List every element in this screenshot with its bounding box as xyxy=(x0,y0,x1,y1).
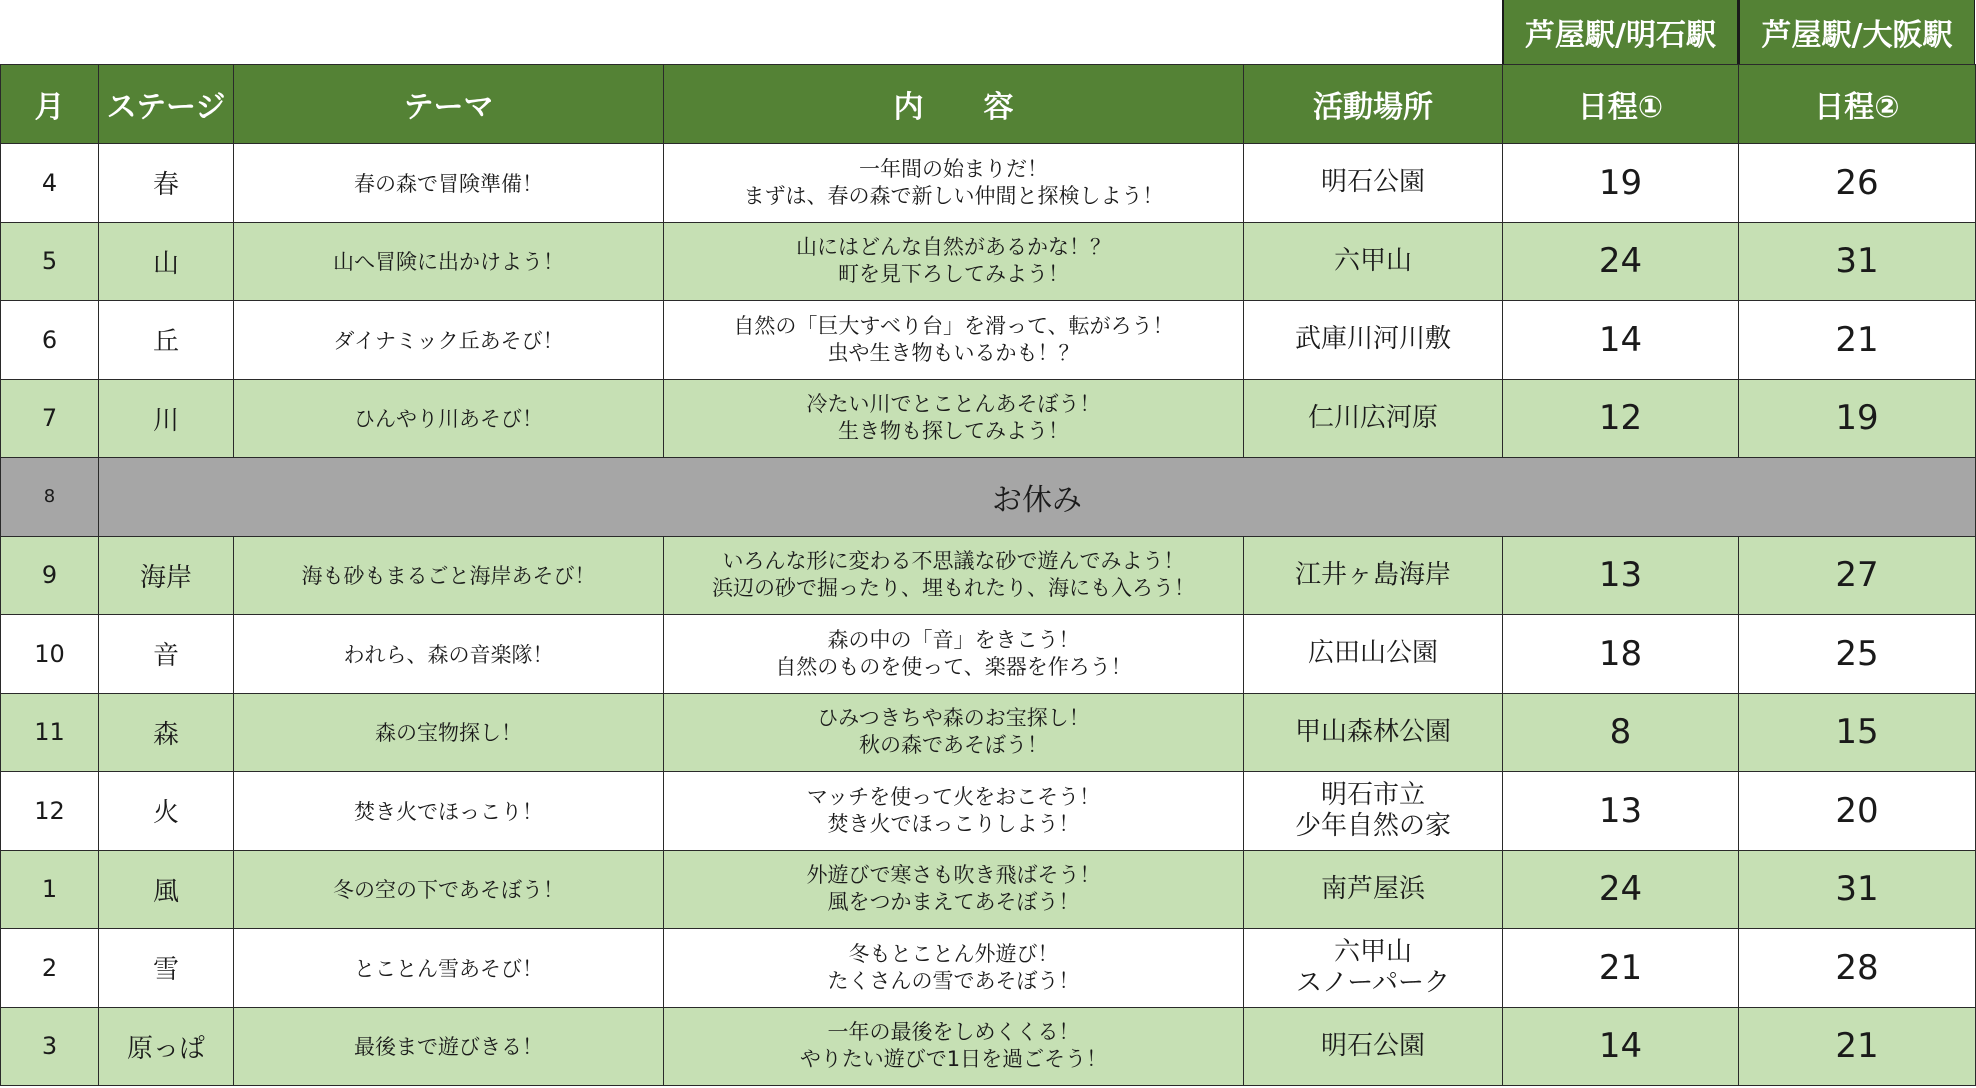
header-stage: ステージ xyxy=(99,65,234,144)
schedule-1-cell: 19 xyxy=(1503,144,1739,223)
table-row xyxy=(1,1007,1976,1086)
stage-cell: 音 xyxy=(99,615,234,694)
theme-cell: われら、森の音楽隊！ xyxy=(234,615,664,694)
header-row xyxy=(1,65,1976,144)
place-line: 明石公園 xyxy=(1320,167,1425,198)
theme-cell: 海も砂もまるごと海岸あそび！ xyxy=(234,536,664,615)
stage-cell: 川 xyxy=(99,379,234,458)
schedule-1-cell: 18 xyxy=(1503,615,1739,694)
table-row xyxy=(1,144,1976,223)
month-cell: 7 xyxy=(1,379,99,458)
content-cell xyxy=(664,144,1244,223)
theme-cell: とことん雪あそび！ xyxy=(234,929,664,1008)
schedule-1-cell: 21 xyxy=(1503,929,1739,1008)
month-cell: 9 xyxy=(1,536,99,615)
place-line: 南芦屋浜 xyxy=(1320,873,1425,904)
content-line: 森の中の「音」をきこう！ xyxy=(827,627,1080,652)
table-row xyxy=(1,772,1976,851)
table-row xyxy=(1,301,1976,380)
content-cell xyxy=(664,772,1244,851)
schedule-table xyxy=(0,64,1976,1086)
month-cell: 10 xyxy=(1,615,99,694)
content-line: 山にはどんな自然があるかな！？ xyxy=(796,235,1111,260)
stage-cell: 火 xyxy=(99,772,234,851)
break-row xyxy=(1,458,1976,537)
month-cell: 3 xyxy=(1,1007,99,1086)
header-content: 内 容 xyxy=(664,65,1244,144)
content-line: ひみつきちや森のお宝探し！ xyxy=(817,706,1090,731)
schedule-2-cell: 31 xyxy=(1739,850,1976,929)
content-line: 浜辺の砂で掘ったり、埋もれたり、海にも入ろう！ xyxy=(712,576,1195,601)
content-line: 虫や生き物もいるかも！？ xyxy=(827,340,1080,365)
content-line: 外遊びで寒さも吹き飛ばそう！ xyxy=(806,863,1101,888)
place-cell xyxy=(1244,144,1503,223)
schedule-2-cell: 21 xyxy=(1739,1007,1976,1086)
place-line: 六甲山 xyxy=(1333,245,1412,276)
schedule-1-cell: 14 xyxy=(1503,1007,1739,1086)
station-header-row xyxy=(1502,0,1975,64)
content-line: 自然の「巨大すべり台」を滑って、転がろう！ xyxy=(733,313,1174,338)
content-cell xyxy=(664,222,1244,301)
content-cell xyxy=(664,1007,1244,1086)
place-cell xyxy=(1244,850,1503,929)
content-line: 自然のものを使って、楽器を作ろう！ xyxy=(775,654,1132,679)
month-cell: 6 xyxy=(1,301,99,380)
theme-cell: ひんやり川あそび！ xyxy=(234,379,664,458)
content-cell xyxy=(664,693,1244,772)
place-line: 仁川広河原 xyxy=(1307,402,1438,433)
content-line: やりたい遊びで1日を過ごそう！ xyxy=(799,1047,1108,1072)
content-line: 冷たい川でとことんあそぼう！ xyxy=(806,392,1101,417)
header-theme: テーマ xyxy=(234,65,664,144)
stage-cell: 風 xyxy=(99,850,234,929)
place-line: 少年自然の家 xyxy=(1294,810,1451,841)
place-cell xyxy=(1244,1007,1503,1086)
schedule-1-cell: 13 xyxy=(1503,536,1739,615)
schedule-2-cell: 26 xyxy=(1739,144,1976,223)
theme-cell: 山へ冒険に出かけよう！ xyxy=(234,222,664,301)
table-row xyxy=(1,693,1976,772)
station-header-1: 芦屋駅/明石駅 xyxy=(1502,0,1738,64)
stage-cell: 原っぱ xyxy=(99,1007,234,1086)
content-line: いろんな形に変わる不思議な砂で遊んでみよう！ xyxy=(722,549,1185,574)
schedule-2-cell: 28 xyxy=(1739,929,1976,1008)
table-row xyxy=(1,536,1976,615)
place-line: 広田山公園 xyxy=(1307,638,1438,669)
content-line: 冬もとことん外遊び！ xyxy=(848,941,1059,966)
schedule-2-cell: 20 xyxy=(1739,772,1976,851)
table-row xyxy=(1,222,1976,301)
table-body xyxy=(1,144,1976,1086)
place-cell xyxy=(1244,536,1503,615)
theme-cell: 春の森で冒険準備！ xyxy=(234,144,664,223)
place-line: 江井ヶ島海岸 xyxy=(1294,559,1451,590)
content-line: 一年間の始まりだ！ xyxy=(859,156,1048,181)
theme-cell: ダイナミック丘あそび！ xyxy=(234,301,664,380)
schedule-1-cell: 24 xyxy=(1503,850,1739,929)
table-row xyxy=(1,615,1976,694)
schedule-2-cell: 21 xyxy=(1739,301,1976,380)
place-line: 甲山森林公園 xyxy=(1294,716,1451,747)
schedule-1-cell: 8 xyxy=(1503,693,1739,772)
content-cell xyxy=(664,536,1244,615)
content-line: 秋の森であそぼう！ xyxy=(859,733,1048,758)
schedule-2-cell: 15 xyxy=(1739,693,1976,772)
month-cell: 5 xyxy=(1,222,99,301)
month-cell: 1 xyxy=(1,850,99,929)
content-line: マッチを使って火をおこそう！ xyxy=(806,784,1101,809)
content-line: たくさんの雪であそぼう！ xyxy=(827,968,1080,993)
content-cell xyxy=(664,929,1244,1008)
header-month: 月 xyxy=(1,65,99,144)
station-header-2: 芦屋駅/大阪駅 xyxy=(1738,0,1975,64)
schedule-2-cell: 25 xyxy=(1739,615,1976,694)
content-line: 生き物も探してみよう！ xyxy=(838,419,1069,444)
content-cell xyxy=(664,850,1244,929)
place-cell xyxy=(1244,301,1503,380)
table-row xyxy=(1,929,1976,1008)
theme-cell: 冬の空の下であそぼう！ xyxy=(234,850,664,929)
place-line: 武庫川河川敷 xyxy=(1294,324,1451,355)
content-line: 一年の最後をしめくくる！ xyxy=(827,1020,1080,1045)
content-line: 焚き火でほっこりしよう！ xyxy=(827,811,1080,836)
closed-label: お休み xyxy=(99,458,1976,537)
place-line: 六甲山 xyxy=(1333,936,1412,967)
table-row xyxy=(1,850,1976,929)
place-cell xyxy=(1244,615,1503,694)
stage-cell: 雪 xyxy=(99,929,234,1008)
header-place: 活動場所 xyxy=(1244,65,1503,144)
content-cell xyxy=(664,379,1244,458)
content-line: まずは、春の森で新しい仲間と探検しよう！ xyxy=(743,183,1164,208)
table-row xyxy=(1,379,1976,458)
schedule-1-cell: 14 xyxy=(1503,301,1739,380)
schedule-2-cell: 31 xyxy=(1739,222,1976,301)
place-line: スノーパーク xyxy=(1296,967,1450,998)
stage-cell: 山 xyxy=(99,222,234,301)
month-cell: 4 xyxy=(1,144,99,223)
schedule-1-cell: 12 xyxy=(1503,379,1739,458)
schedule-2-cell: 27 xyxy=(1739,536,1976,615)
place-cell xyxy=(1244,693,1503,772)
break-month-cell: 8 xyxy=(1,458,99,537)
month-cell: 11 xyxy=(1,693,99,772)
place-line: 明石公園 xyxy=(1320,1030,1425,1061)
schedule-2-cell: 19 xyxy=(1739,379,1976,458)
schedule-1-cell: 24 xyxy=(1503,222,1739,301)
header-schedule-2: 日程② xyxy=(1739,65,1976,144)
stage-cell: 丘 xyxy=(99,301,234,380)
place-cell xyxy=(1244,929,1503,1008)
stage-cell: 春 xyxy=(99,144,234,223)
content-line: 風をつかまえてあそぼう！ xyxy=(827,890,1080,915)
place-line: 明石市立 xyxy=(1320,779,1425,810)
month-cell: 12 xyxy=(1,772,99,851)
stage-cell: 海岸 xyxy=(99,536,234,615)
content-line: 町を見下ろしてみよう！ xyxy=(838,262,1069,287)
place-cell xyxy=(1244,222,1503,301)
place-cell xyxy=(1244,379,1503,458)
month-cell: 2 xyxy=(1,929,99,1008)
place-cell xyxy=(1244,772,1503,851)
stage-cell: 森 xyxy=(99,693,234,772)
schedule-1-cell: 13 xyxy=(1503,772,1739,851)
header-schedule-1: 日程① xyxy=(1503,65,1739,144)
content-cell xyxy=(664,615,1244,694)
theme-cell: 最後まで遊びきる！ xyxy=(234,1007,664,1086)
theme-cell: 森の宝物探し！ xyxy=(234,693,664,772)
content-cell xyxy=(664,301,1244,380)
theme-cell: 焚き火でほっこり！ xyxy=(234,772,664,851)
